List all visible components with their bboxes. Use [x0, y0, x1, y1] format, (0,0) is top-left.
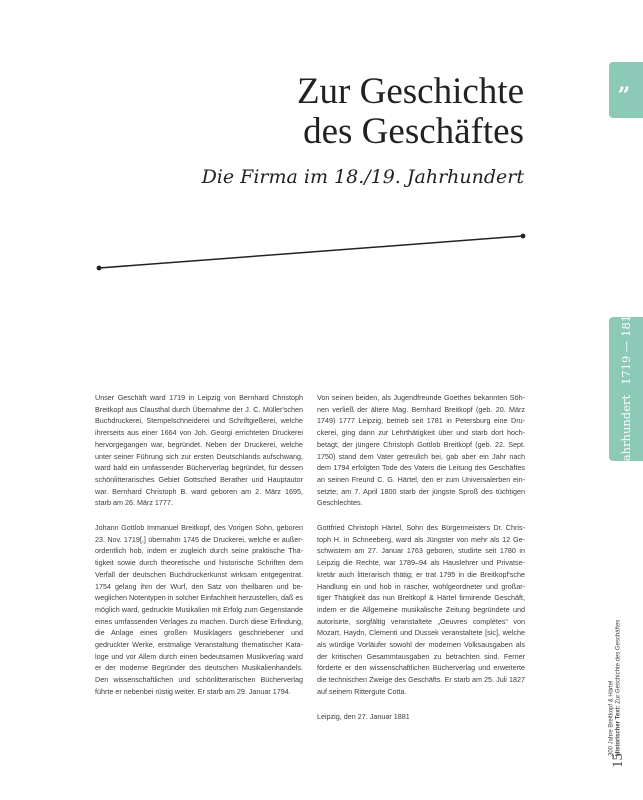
footer-line-1: 300 Jahre Breitkopf & Härtel: [608, 680, 615, 756]
paragraph-johann-gottlob: Johann Gottlob Immanuel Breitkopf, des Vorigen Sohn, geboren 23. Nov. 1719[,] übernahm 1745 die Druckerei, welche er außerordentlich hob, indem er zugleich durch seine praktische Thätigkeit sowie durch theoretische und historische Schriften dem Verfall der deutschen Buchdruckerkunst wirksam entgegentrat. 1754 gelang ihm der Wurf, den Satz von theilbaren und beweglichen Notentypen in solcher Einfachheit herzustellen, daß es möglich ward, gedruckte Musikalien mit Erfolg zum Gegenstande eines umfassenden Verlages zu machen. Durch diese Erfindung, die Anlage eines großen Musiklagers geschriebener und gedruckter Werke, erstmalige Veranstaltung thematischer Kataloge und vor Allem durch einen bedeutsamen Musikverlag ward er der moderne Begründer des deutschen Musikalienhandels. Den wissenschaftlichen und schönlitterarischen Bücherverlag führte er nebenbei rüstig weiter. Er starb am 29. Januar 1794.: [95, 523, 303, 696]
text-column-right: [317, 392, 525, 735]
quote-icon: „: [618, 70, 631, 96]
page-footer: [600, 596, 632, 756]
chapter-tab-text: [619, 298, 633, 481]
title-line-2: des Geschäftes: [303, 111, 524, 152]
rule-end-dot: [521, 234, 526, 239]
chapter-tab: [609, 307, 643, 481]
paragraph-date: Leipzig, den 27. Januar 1881: [317, 711, 410, 721]
chapter-years: 1719 — 1818: [619, 307, 633, 385]
paragraph-breitkopf-founding: Unser Geschäft ward 1719 in Leipzig von Bernhard Christoph Breitkopf aus Clausthal durch Übernahme der J. C. Müller'schen Buchdruckerei, Stempelschneiderei und Schriftgießerei, welche ihrerseits aus einer 1664 von Joh. Georgi errichteten Druckerei hervorgegangen war, begründet. Neben der Druckerei, welche unter seiner Führung sich zur ersten Deutschlands aufschwang, ward bald ein umfassender Bücherverlag begründet, für dessen schönlitterarisches Gebiet Gottsched Berather und Hauptautor war. Bernhard Christoph B. ward geboren am 2. März 1695, starb am 26. März 1777.: [95, 393, 303, 508]
footer-text: [609, 596, 624, 756]
paragraph-haertel: Gottfried Christoph Härtel, Sohn des Bürgermeisters Dr. Christoph H. in Schneeberg, ward als Jüngster von mehr als 12 Geschwistern am 27. Januar 1763 geboren, studirte seit 1780 in Leipzig die Rechte, war 1789–94 als Hauslehrer und Privatsekretär auch litterarisch thätig; er trat 1795 in die Breitkopf'sche Handlung ein und hob in rascher, wohlgeordneter und großartiger Thätigkeit das nun Breitkopf & Härtel firmirende Geschäft, indem er die Allgemeine musikalische Zeitung begründete und autorisirte, sorgfältig veranstaltete „Oeuvres complètes“ von Mozart, Haydn, Clementi und Dussek veranstaltete [sic], welche als würdige Vorläufer sowohl der modernen Volksausgaben als der kritischen Gesammtausgaben zu betrachten sind. Ferner förderte er den wissenschaftlichen Bücherverlag und erweiterte die technischen Zweige des Geschäfts. Er starb am 25. Juli 1827 auf seinem Rittergute Cotta.: [317, 523, 525, 696]
decorative-rule: [95, 222, 535, 274]
footer-line-2-rest: Zur Geschichte des Geschäftes: [616, 619, 622, 706]
footer-bold-label: Historischer Text:: [616, 705, 622, 756]
text-column-left: [95, 392, 303, 711]
chapter-label: 1. Jahrhundert: [619, 394, 633, 481]
page-title: [297, 72, 524, 152]
rule-line: [99, 236, 523, 268]
footer-line-2: [616, 596, 623, 756]
paragraph-sons: Von seinen beiden, als Jugendfreunde Goethes bekannten Söhnen verließ der ältere Mag. Bernhard Breitkopf (geb. 20. März 1749) 1777 Leipzig, betrieb seit 1781 in Petersburg eine Druckerei, ging dann zur Lehrthätigkeit über und starb dort hochbetagt; der jüngere Christoph Gottlob Breitkopf (geb. 22. Sept. 1750) stand dem Vater getreulich bei, gab aber ein Jahr nach dem 1794 erfolgten Tode des Vaters die Leitung des Geschäftes an seinen Freund C. G. Härtel, den er zum Universalerben einsetzte; am 7. April 1800 starb der jüngste Sproß des tüchtigen Geschlechtes.: [317, 393, 525, 508]
page-number: 15: [610, 753, 626, 768]
section-tab-quote: [609, 62, 643, 118]
title-line-1: Zur Geschichte: [296, 71, 524, 112]
page-subtitle: Die Firma im 18./19. Jahrhundert: [201, 166, 524, 188]
